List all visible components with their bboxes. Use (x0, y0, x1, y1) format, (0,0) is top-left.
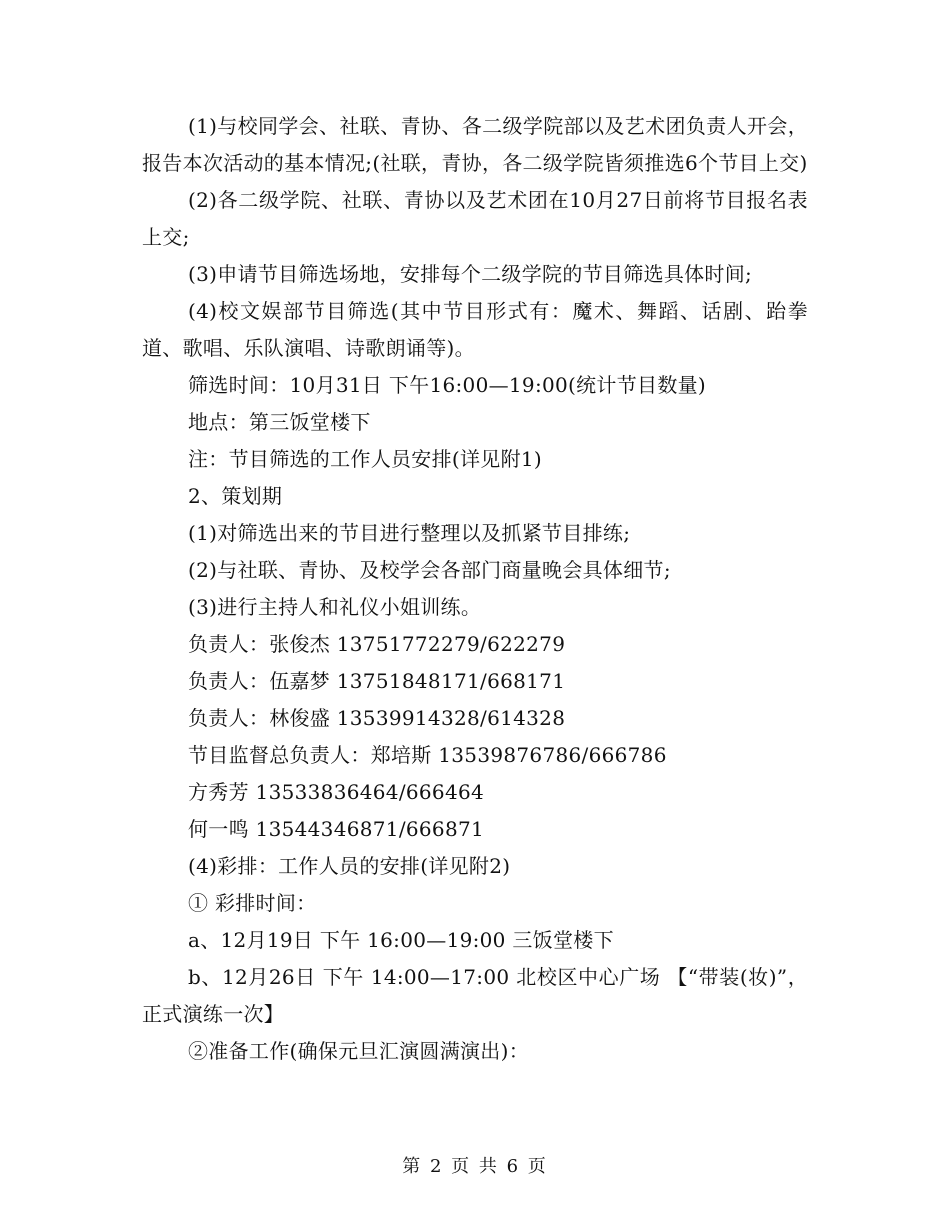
paragraph-discuss-details: (2)与社联、青协、及校学会各部门商量晚会具体细节; (188, 558, 671, 582)
contact-line-6: 何一鸣 13544346871/666871 (188, 817, 485, 841)
paragraph-rehearsal-a: a、12月19日 下午 16:00—19:00 三饭堂楼下 (188, 928, 614, 952)
paragraph-preparation: ②准备工作(确保元旦汇演圆满演出)： (188, 1039, 530, 1063)
document-body (142, 108, 808, 1070)
paragraph-screening-time: 筛选时间：10月31日 下午16:00—19:00(统计节目数量) (188, 373, 707, 397)
paragraph-venue-request: (3)申请节目筛选场地，安排每个二级学院的节目筛选具体时间; (188, 262, 753, 286)
paragraph-organize-programs: (1)对筛选出来的节目进行整理以及抓紧节目排练; (188, 521, 631, 545)
contact-line-3: 负责人：林俊盛 13539914328/614328 (188, 706, 566, 730)
page-number-footer: 第 2 页 共 6 页 (402, 1156, 548, 1177)
paragraph-host-training: (3)进行主持人和礼仪小姐训练。 (188, 595, 482, 619)
paragraph-rehearsal-b: b、12月26日 下午 14:00—17:00 北校区中心广场 【“带装(妆)”，正式演练一次】 (142, 965, 808, 1026)
paragraph-meeting-report: (1)与校同学会、社联、青协、各二级学院部以及艺术团负责人开会，报告本次活动的基本情况;(社联，青协，各二级学院皆须推选6个节目上交) (142, 114, 808, 175)
contact-line-2: 负责人：伍嘉梦 13751848171/668171 (188, 669, 566, 693)
contact-line-5: 方秀芳 13533836464/666464 (188, 780, 485, 804)
paragraph-rehearsal-time-heading: ① 彩排时间： (188, 891, 317, 915)
paragraph-program-screening: (4)校文娱部节目筛选(其中节目形式有：魔术、舞蹈、话剧、跆拳道、歌唱、乐队演唱、诗歌朗诵等)。 (142, 299, 808, 360)
paragraph-rehearsal: (4)彩排：工作人员的安排(详见附2) (188, 854, 511, 878)
contact-line-supervisor: 节目监督总负责人：郑培斯 13539876786/666786 (188, 743, 667, 767)
contact-line-1: 负责人：张俊杰 13751772279/622279 (188, 632, 566, 656)
paragraph-note: 注：节目筛选的工作人员安排(详见附1) (188, 447, 543, 471)
paragraph-submit-form: (2)各二级学院、社联、青协以及艺术团在10月27日前将节目报名表上交; (142, 188, 808, 249)
section-heading-planning: 2、策划期 (188, 484, 283, 508)
paragraph-location: 地点：第三饭堂楼下 (188, 410, 371, 434)
